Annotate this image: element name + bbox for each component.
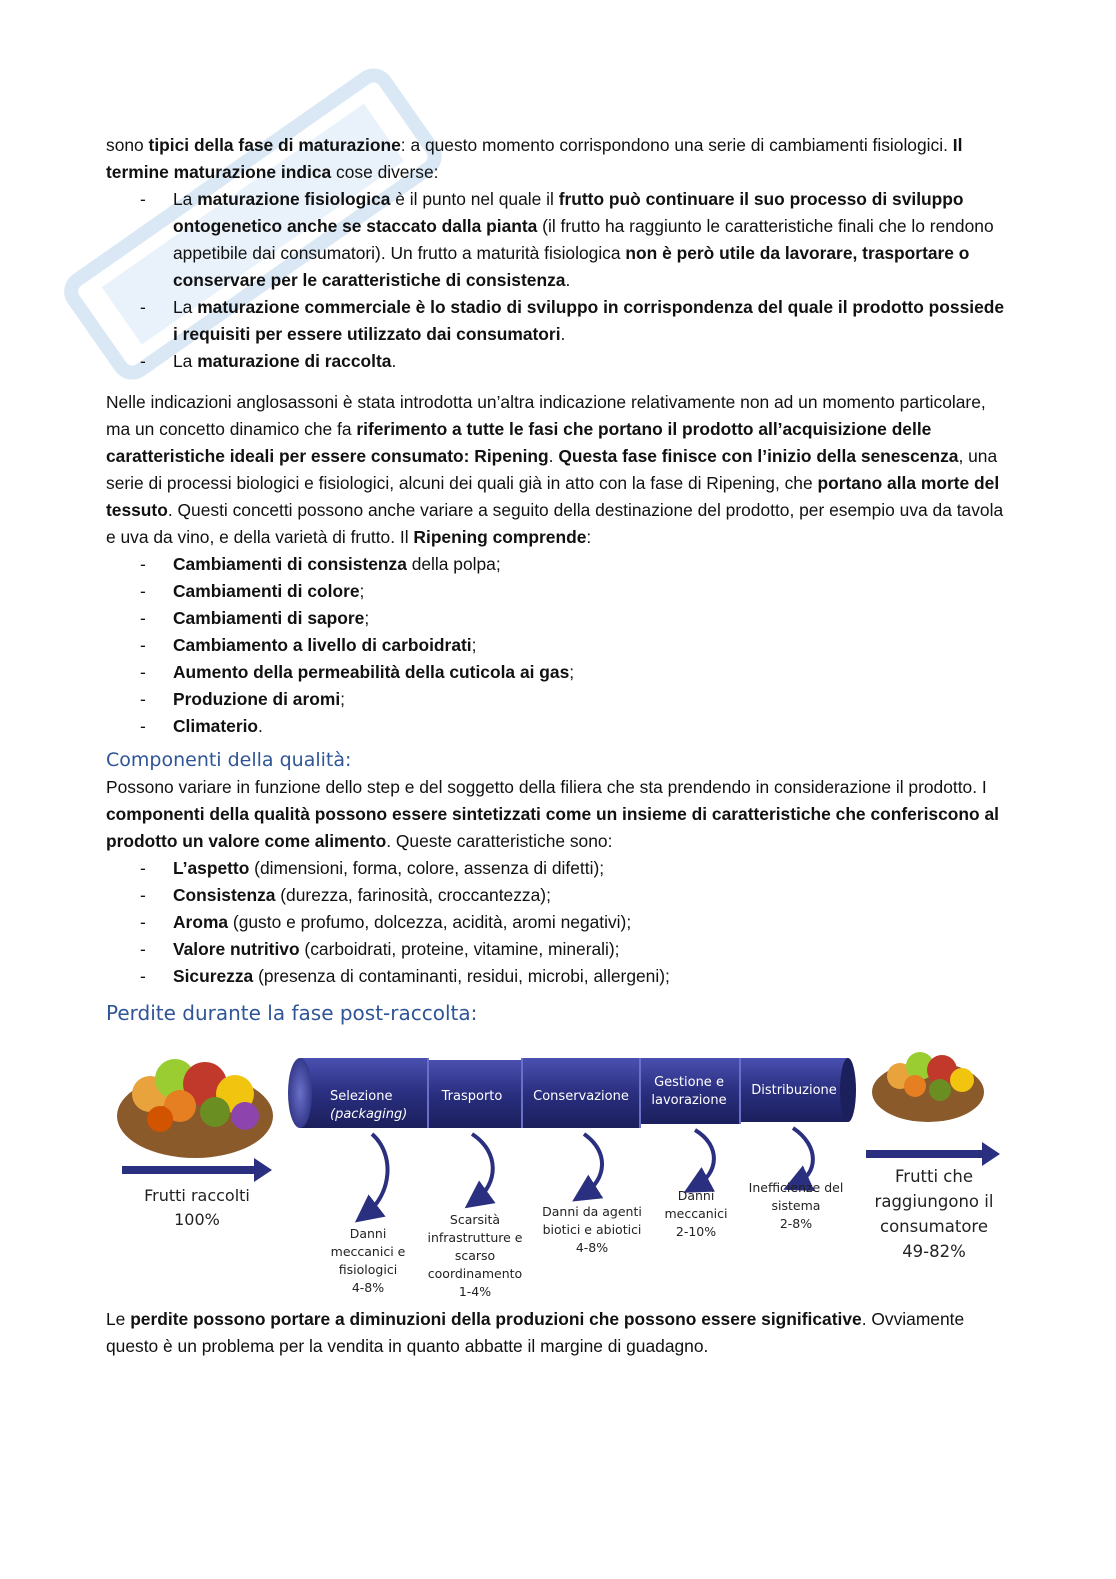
maturation-list: [106, 186, 1006, 375]
loss-3-line2: biotici e abiotici: [542, 1222, 642, 1237]
consumer-fruit-basket-icon: [872, 1052, 984, 1122]
loss-3-line1: Danni da agenti: [542, 1204, 642, 1219]
loss-arrow-icon: [695, 1130, 714, 1186]
loss-2-line3: scarso: [454, 1248, 496, 1263]
loss-1-line1: Danni: [349, 1226, 387, 1241]
stage-gestione-sublabel: lavorazione: [651, 1093, 727, 1108]
loss-2-line2: infrastrutture e: [427, 1230, 523, 1245]
consumer-arrow-icon: [866, 1142, 1000, 1166]
quality-list: [106, 855, 1006, 990]
list-item: - Aumento della permeabilità della cuticola ai gas;: [106, 659, 1006, 686]
document-page: [106, 132, 1006, 1360]
loss-1-line2: meccanici e: [330, 1244, 406, 1259]
post-harvest-loss-diagram: [106, 1034, 1006, 1306]
loss-diagram-svg: [0, 1034, 1116, 1306]
loss-5-line1: Inefficienze del: [748, 1180, 844, 1195]
loss-4-pct: 2-10%: [675, 1224, 717, 1239]
loss-arrow-icon: [793, 1128, 813, 1184]
loss-arrow-icon: [366, 1134, 388, 1214]
loss-4-line1: Danni: [677, 1188, 715, 1203]
list-item: - Produzione di aromi;: [106, 686, 1006, 713]
paragraph-quality: Possono variare in funzione dello step e del soggetto della filiera che sta prendendo in considerazione il prodotto. I componenti della qualità possono essere sintetizzati come un insieme di caratteristiche che conferiscono al prodotto un valore come alimento. Queste caratteristiche sono:: [106, 777, 999, 851]
consumer-label-line2: raggiungono il: [874, 1192, 994, 1211]
heading-post-harvest-losses: Perdite durante la fase post-raccolta:: [106, 1001, 478, 1025]
list-item: - La maturazione fisiologica è il punto nel quale il frutto può continuare il suo processo di sviluppo ontogenetico anche se staccato dalla pianta (il frutto ha raggiunto le caratteristiche finali che lo rendono appetibile dai consumatori). Un frutto a maturità fisiologica non è però utile da lavorare, trasportare o conservare per le caratteristiche di consistenza.: [106, 186, 1006, 294]
loss-5-pct: 2-8%: [779, 1216, 813, 1231]
list-item: - Cambiamenti di colore;: [106, 578, 1006, 605]
list-item: - Cambiamenti di consistenza della polpa;: [106, 551, 1006, 578]
loss-1-line3: fisiologici: [338, 1262, 398, 1277]
loss-5-line2: sistema: [771, 1198, 821, 1213]
harvested-fruit-basket-icon: [117, 1059, 273, 1158]
stage-gestione-label: Gestione e: [654, 1075, 724, 1090]
list-item: - Sicurezza (presenza di contaminanti, residui, microbi, allergeni);: [106, 963, 1006, 990]
loss-2-pct: 1-4%: [458, 1284, 492, 1299]
ripening-list: [106, 551, 1006, 740]
loss-arrow-icon: [472, 1134, 493, 1200]
harvested-value: 100%: [174, 1210, 220, 1229]
list-item: - Aroma (gusto e profumo, dolcezza, acidità, aromi negativi);: [106, 909, 1006, 936]
consumer-label-line1: Frutti che: [895, 1167, 973, 1186]
loss-2-line4: coordinamento: [427, 1266, 523, 1281]
list-item: - La maturazione di raccolta.: [106, 348, 1006, 375]
list-item: - L’aspetto (dimensioni, forma, colore, assenza di difetti);: [106, 855, 1006, 882]
stage-conservazione-label: Conservazione: [533, 1089, 629, 1104]
list-item: - Cambiamenti di sapore;: [106, 605, 1006, 632]
loss-4-line2: meccanici: [664, 1206, 728, 1221]
harvested-arrow-icon: [122, 1158, 272, 1182]
stage-distribuzione-label: Distribuzione: [751, 1083, 837, 1098]
loss-arrow-icon: [584, 1134, 602, 1194]
list-item: - Valore nutritivo (carboidrati, proteine, vitamine, minerali);: [106, 936, 1006, 963]
stage-trasporto-label: Trasporto: [441, 1089, 503, 1104]
list-item: - Consistenza (durezza, farinosità, croccantezza);: [106, 882, 1006, 909]
stage-selezione-label: Selezione: [330, 1089, 393, 1104]
stage-selezione-sublabel: (packaging): [330, 1107, 408, 1122]
list-item: - La maturazione commerciale è lo stadio di sviluppo in corrispondenza del quale il prodotto possiede i requisiti per essere utilizzato dai consumatori.: [106, 294, 1006, 348]
consumer-label-line3: consumatore: [880, 1217, 988, 1236]
paragraph-maturation-intro: sono tipici della fase di maturazione: a questo momento corrispondono una serie di cambiamenti fisiologici. Il termine maturazione indica cose diverse:: [106, 135, 963, 182]
heading-quality-components: Componenti della qualità:: [106, 749, 352, 771]
paragraph-losses-conclusion: Le perdite possono portare a diminuzioni della produzioni che possono essere significative. Ovviamente questo è un problema per la vendita in quanto abbatte il margine di guadagno.: [106, 1309, 965, 1356]
loss-2-line1: Scarsità: [449, 1212, 501, 1227]
loss-3-pct: 4-8%: [575, 1240, 609, 1255]
loss-1-pct: 4-8%: [351, 1280, 385, 1295]
pipe-segment: [640, 1058, 740, 1124]
consumer-value: 49-82%: [902, 1242, 966, 1261]
list-item: - Climaterio.: [106, 713, 1006, 740]
list-item: - Cambiamento a livello di carboidrati;: [106, 632, 1006, 659]
harvested-label: Frutti raccolti: [144, 1186, 250, 1205]
paragraph-ripening: Nelle indicazioni anglosassoni è stata introdotta un’altra indicazione relativamente non ad un momento particolare, ma un concetto dinamico che fa riferimento a tutte le fasi che portano il prodotto all’acquisizione delle caratteristiche ideali per essere consumato: Ripening. Questa fase finisce con l’inizio della senescenza, una serie di processi biologici e fisiologici, alcuni dei quali già in atto con la fase di Ripening, che portano alla morte del tessuto. Questi concetti possono anche variare a seguito della destinazione del prodotto, per esempio uva da tavola e uva da vino, e della varietà di frutto. Il Ripening comprende:: [106, 392, 1004, 547]
